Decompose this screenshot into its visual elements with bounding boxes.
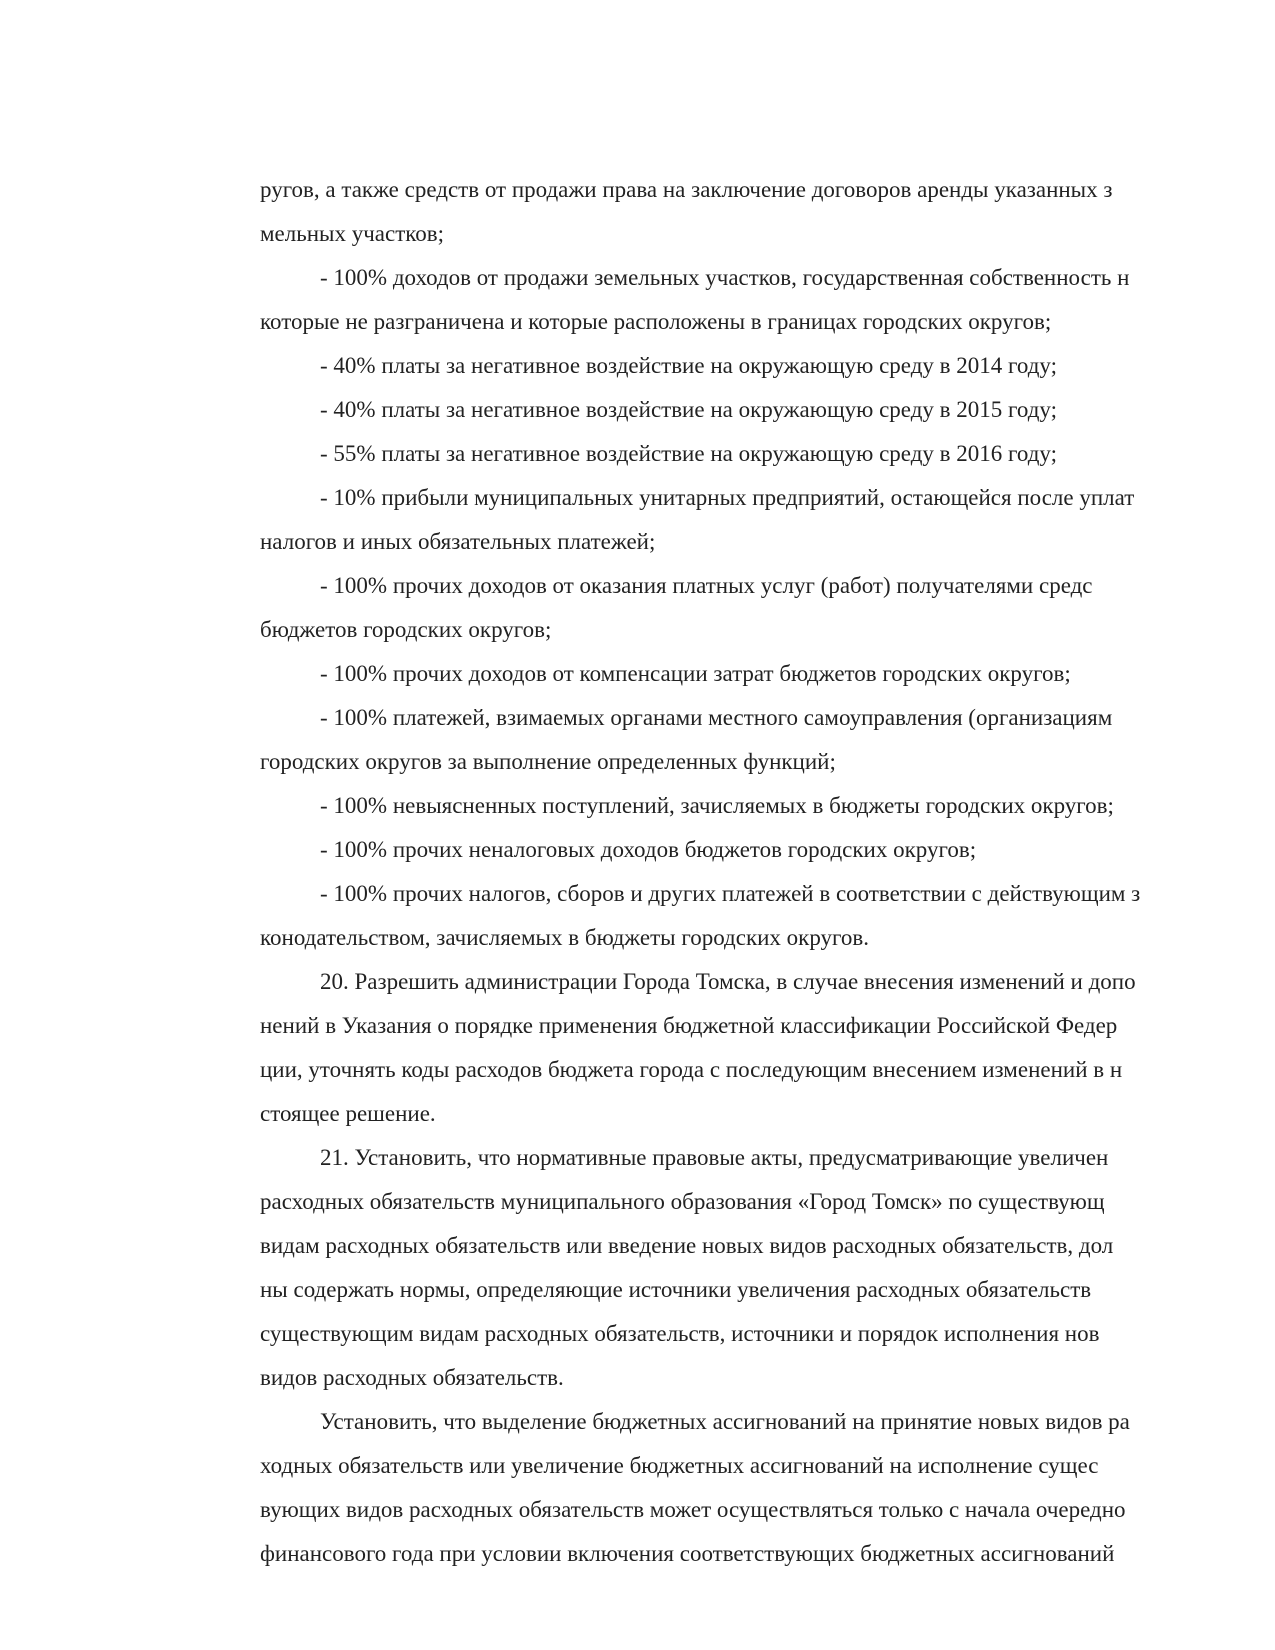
text-line: видов расходных обязательств. bbox=[260, 1365, 564, 1390]
text-line: - 100% доходов от продажи земельных участков, государственная собственность н bbox=[320, 265, 1130, 290]
text-line: нений в Указания о порядке применения бюджетной классификации Российской Федер bbox=[260, 1013, 1118, 1038]
text-line: - 100% прочих неналоговых доходов бюджетов городских округов; bbox=[320, 837, 977, 862]
text-line: стоящее решение. bbox=[260, 1101, 436, 1126]
text-line: - 55% платы за негативное воздействие на окружающую среду в 2016 году; bbox=[320, 441, 1057, 466]
text-line: 20. Разрешить администрации Города Томска, в случае внесения изменений и допо bbox=[320, 969, 1136, 994]
text-line: городских округов за выполнение определенных функций; bbox=[260, 749, 836, 774]
text-line: - 10% прибыли муниципальных унитарных предприятий, остающейся после уплат bbox=[320, 485, 1135, 510]
text-line: - 100% прочих доходов от оказания платных услуг (работ) получателями средс bbox=[320, 573, 1093, 598]
text-line: расходных обязательств муниципального образования «Город Томск» по существующ bbox=[260, 1189, 1105, 1214]
text-line: ны содержать нормы, определяющие источники увеличения расходных обязательств bbox=[260, 1277, 1092, 1302]
text-line: существующим видам расходных обязательств, источники и порядок исполнения нов bbox=[260, 1321, 1100, 1346]
text-line: - 100% невыясненных поступлений, зачисляемых в бюджеты городских округов; bbox=[320, 793, 1114, 818]
text-line: бюджетов городских округов; bbox=[260, 617, 552, 642]
text-line: - 40% платы за негативное воздействие на окружающую среду в 2015 году; bbox=[320, 397, 1057, 422]
text-line: - 100% прочих налогов, сборов и других платежей в соответствии с действующим з bbox=[320, 881, 1141, 906]
text-line: - 100% прочих доходов от компенсации затрат бюджетов городских округов; bbox=[320, 661, 1071, 686]
text-line: финансового года при условии включения соответствующих бюджетных ассигнований bbox=[260, 1541, 1115, 1566]
text-line: ходных обязательств или увеличение бюджетных ассигнований на исполнение сущес bbox=[260, 1453, 1099, 1478]
text-line: Установить, что выделение бюджетных ассигнований на принятие новых видов ра bbox=[320, 1409, 1130, 1434]
text-line: - 40% платы за негативное воздействие на окружающую среду в 2014 году; bbox=[320, 353, 1057, 378]
text-line: ругов, а также средств от продажи права на заключение договоров аренды указанных з bbox=[260, 177, 1113, 202]
text-line: - 100% платежей, взимаемых органами местного самоуправления (организациям bbox=[320, 705, 1113, 730]
text-line: которые не разграничена и которые расположены в границах городских округов; bbox=[260, 309, 1052, 334]
text-line: мельных участков; bbox=[260, 221, 445, 246]
text-line: вующих видов расходных обязательств может осуществляться только с начала очередно bbox=[260, 1497, 1126, 1522]
text-line: ции, уточнять коды расходов бюджета города с последующим внесением изменений в н bbox=[260, 1057, 1123, 1082]
text-line: 21. Установить, что нормативные правовые акты, предусматривающие увеличен bbox=[320, 1145, 1109, 1170]
text-line: налогов и иных обязательных платежей; bbox=[260, 529, 656, 554]
text-line: видам расходных обязательств или введение новых видов расходных обязательств, дол bbox=[260, 1233, 1114, 1258]
text-line: конодательством, зачисляемых в бюджеты городских округов. bbox=[260, 925, 870, 950]
